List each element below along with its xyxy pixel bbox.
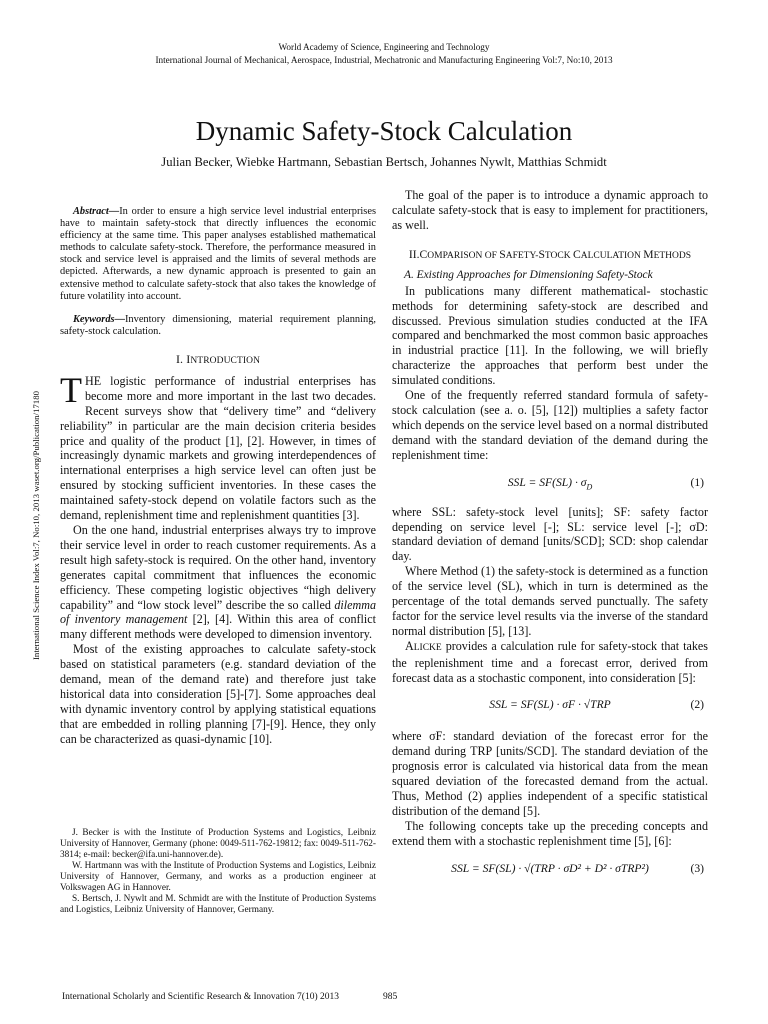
equation-1 (392, 463, 708, 505)
goal-paragraph: The goal of the paper is to introduce a dynamic approach to calculate safety-stock that is easy to implement for practitioners, as well. (392, 188, 708, 232)
footnote-1: J. Becker is with the Institute of Production Systems and Logistics, Leibniz University of Hannover, Germany (phone: 0049-511-762-19812; fax: 0049-511-762- 3814; e-mail: becker@ifa.uni-hannover.de). (60, 828, 376, 860)
paragraph-alicke (392, 639, 708, 686)
journal-header-line-2: International Journal of Mechanical, Aerospace, Industrial, Mechatronic and Manufacturing Engineering Vol:7, No:10, 2013 (155, 55, 613, 65)
subsection-heading: A. Existing Approaches for Dimensioning Safety-Stock (404, 268, 653, 281)
page-number: 985 (383, 992, 398, 1002)
intro-paragraph-2 (60, 523, 376, 642)
equation-3-number: (3) (690, 861, 704, 875)
footnote-2: W. Hartmann was with the Institute of Production Systems and Logistics, Leibniz University of Hannover, Germany, and works as a production engineer at Volkswagen AG in Hannover. (60, 861, 376, 893)
paragraph-where-sigma-f: where σF: standard deviation of the forecast error for the demand during TRP [units/SCD]. The standard deviation of the prognosis error is calculated via historical data from the mean squared deviation of the forecasted demand from the actual. Thus, Method (2) applies independent of a specific statistical distribution of the demand [5]. (392, 729, 708, 818)
keywords-label: Keywords— (73, 313, 125, 325)
sec2-part: S (499, 247, 506, 261)
sec2-part: II.C (408, 247, 428, 261)
alicke-initial: A (405, 638, 414, 653)
abstract-text: In order to ensure a high service level industrial enterprises have to maintain safety-stock that directly influences the economic efficiency at the same time. This paper analyses established mathematical methods to calculate safety-stock. Therefore, the performance measured in stock and service level is appraised and the limits of several methods are depicted. Afterwards, a new dynamic approach is presented to gain an extensive method to calculate safety-stock that also takes the knowledge of future volatility into account. (60, 206, 376, 302)
alicke-text: provides a calculation rule for safety-stock that takes the replenishment time and a forecast error, derived from forecast data as a stochastic component, into consideration [5]: (392, 638, 708, 685)
equation-1-formula (392, 476, 708, 489)
keywords (60, 314, 376, 338)
section-heading-introduction (60, 352, 376, 367)
equation-3 (392, 849, 708, 889)
sec2-part: OMPARISON OF (427, 250, 500, 261)
sidebar-index-note[interactable]: International Science Index Vol:7, No:10, 2013 waset.org/Publication/17180 (31, 391, 41, 660)
equation-1-subscript: D (586, 481, 593, 491)
equation-2-formula: SSL = SF(SL) · σF · √TRP (489, 698, 611, 712)
paragraph-following-concepts: The following concepts take up the preceding concepts and extend them with a stochastic replenishment time [5], [6]: (392, 818, 708, 848)
abstract-label: Abstract— (73, 206, 120, 217)
abstract (60, 206, 376, 303)
intro-paragraph-2-a: On the one hand, industrial enterprises always try to improve their service level in order to reach customer requirements. As a result high safety-stock is required. On the other hand, inventory generates capital commitment that influences the economic efficiency. These competing logistic objectives “high delivery capability” and “low stock level” describe the so called (60, 523, 376, 612)
equation-2-number: (2) (690, 698, 704, 712)
equation-3-formula: SSL = SF(SL) · √(TRP · σD² + D² · σTRP²) (451, 861, 649, 875)
paragraph-where-ssl: where SSL: safety-stock level [units]; SF: safety factor depending on service level [-]; SL: service level [-]; σD: standard deviation of demand [units/SCD]; SCD: shop calendar day. (392, 504, 708, 564)
alicke-rest: LICKE (413, 642, 442, 653)
sec2-part: ETHODS (653, 250, 692, 261)
sec2-part: TOCK (544, 250, 573, 261)
section-number: I. I (175, 351, 191, 366)
footer-publisher: International Scholarly and Scientific Research & Innovation 7(10) 2013 (62, 992, 340, 1002)
sec2-part: M (643, 247, 654, 261)
equation-1-number: (1) (690, 475, 704, 489)
sec2-part: ALCULATION (580, 250, 644, 261)
paragraph-method-1: Where Method (1) the safety-stock is determined as a function of the service level (SL), which in turn is determined as the percentage of the total demands served punctually. The safety factor for the service level results via the inverse of the standard normal distribution [5], [13]. (392, 564, 708, 638)
author-list: Julian Becker, Wiebke Hartmann, Sebastian Bertsch, Johannes Nywlt, Matthias Schmidt (161, 155, 607, 169)
equation-1-text: SSL = SF(SL) · σ (507, 475, 587, 489)
intro-paragraph-1 (60, 369, 376, 523)
intro-paragraph-2-b: [2], [4]. Within this area of conflict many different methods were developed to dimension inventory. (60, 612, 376, 642)
equation-2 (392, 685, 708, 729)
journal-header-line-1: World Academy of Science, Engineering and Technology (278, 42, 490, 52)
paragraph-publications: In publications many different mathematical- stochastic methods for determining safety-stock are described and discussed. Previous simulation studies conducted at the IFA compared and benchmarked the most common basic approaches in industrial practice [11]. In the following, we will briefly characterize the approaches that perform best under the simulated conditions. (392, 283, 708, 388)
sec2-part: C (572, 247, 581, 261)
drop-cap: T (60, 369, 82, 410)
intro-paragraph-1-text: HE logistic performance of industrial enterprises has become more and more important in the last two decades. Recent surveys show that “delivery time” and “delivery reliability” in particular are the main decision criteria besides price and quality of the product [1], [2]. However, in times of increasingly dynamic markets and growing interdependences of international enterprises a high service level can often just be ensured by stocking sufficient inventories. In these cases the maintained safety-stock depend on volatile factors such as the demand, replenishment time and replenishment quantities [3]. (60, 373, 376, 523)
footnotes (60, 828, 376, 916)
left-column (60, 206, 376, 747)
sec2-part: S (538, 247, 545, 261)
paragraph-standard-formula: One of the frequently referred standard formula of safety-stock calculation (see a. o. [5], [12]) multiplies a safety factor which depends on the service level based on a normal distributed demand with the standard deviation of the demand during the replenishment time: (392, 388, 708, 462)
intro-paragraph-3: Most of the existing approaches to calculate safety-stock based on statistical parameters (e.g. standard deviation of the demand, mean of the demand rate) and therefore just take historical data into consideration [5]-[7]. Some approaches deal with dynamic inventory control by applying statistical equations that are embedded in rolling planning [7]-[9]. Hence, they only can be characterized as quasi-dynamic [10]. (60, 642, 376, 746)
paper-title: Dynamic Safety-Stock Calculation (195, 116, 573, 146)
sec2-part: AFETY- (505, 250, 539, 261)
keywords-text: Inventory dimensioning, material requirement planning, safety-stock calculation. (60, 313, 376, 337)
right-column (392, 188, 708, 889)
intro-paragraph-2-emphasis: dilemma of inventory management (60, 597, 376, 627)
section-title: NTRODUCTION (190, 355, 261, 366)
section-heading-comparison (392, 248, 708, 261)
footnote-3: S. Bertsch, J. Nywlt and M. Schmidt are with the Institute of Production Systems and Logistics, Leibniz University of Hannover, Germany. (60, 894, 376, 915)
